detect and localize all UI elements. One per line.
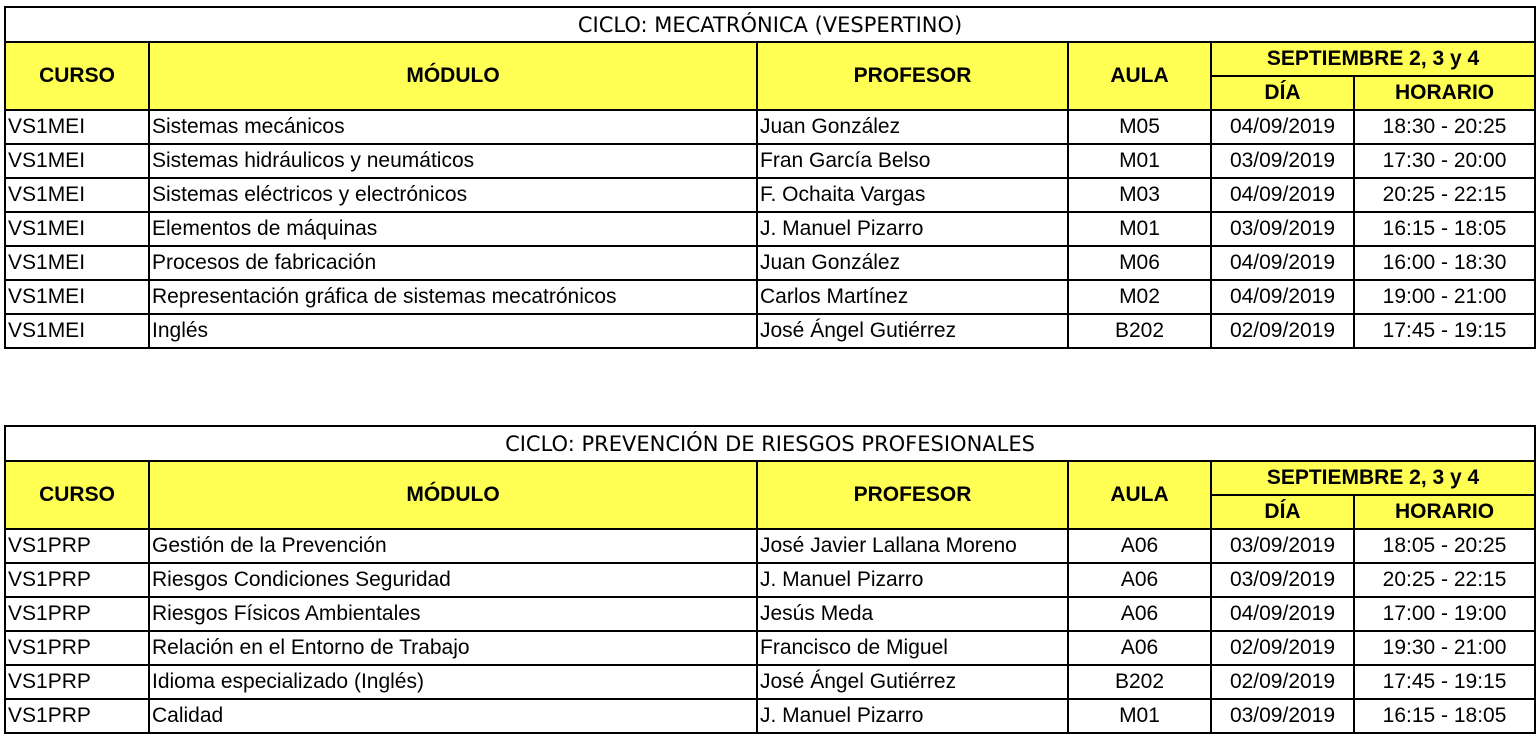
cell-dia: 03/09/2019 xyxy=(1211,563,1354,597)
cell-profesor: José Javier Lallana Moreno xyxy=(757,529,1068,563)
table-row xyxy=(5,597,1535,631)
cell-horario: 18:30 - 20:25 xyxy=(1354,110,1535,144)
header-profesor: PROFESOR xyxy=(757,461,1068,529)
table-row xyxy=(5,314,1535,348)
cell-horario: 19:30 - 21:00 xyxy=(1354,631,1535,665)
cell-horario: 16:00 - 18:30 xyxy=(1354,246,1535,280)
cell-profesor: Juan González xyxy=(757,246,1068,280)
cell-profesor: José Ángel Gutiérrez xyxy=(757,314,1068,348)
cell-modulo: Elementos de máquinas xyxy=(149,212,757,246)
cell-dia: 04/09/2019 xyxy=(1211,597,1354,631)
cell-curso: VS1MEI xyxy=(5,178,149,212)
cell-curso: VS1MEI xyxy=(5,280,149,314)
cell-profesor: Jesús Meda xyxy=(757,597,1068,631)
cell-profesor: F. Ochaita Vargas xyxy=(757,178,1068,212)
cell-curso: VS1PRP xyxy=(5,597,149,631)
cell-dia: 03/09/2019 xyxy=(1211,144,1354,178)
table-row xyxy=(5,631,1535,665)
cell-dia: 02/09/2019 xyxy=(1211,631,1354,665)
cell-modulo: Sistemas hidráulicos y neumáticos xyxy=(149,144,757,178)
cell-curso: VS1PRP xyxy=(5,563,149,597)
schedule-table-mecatronica xyxy=(4,6,1536,349)
cell-horario: 17:30 - 20:00 xyxy=(1354,144,1535,178)
cell-dia: 04/09/2019 xyxy=(1211,110,1354,144)
table-row xyxy=(5,563,1535,597)
cell-profesor: Carlos Martínez xyxy=(757,280,1068,314)
header-dia: DÍA xyxy=(1211,76,1354,110)
table-row xyxy=(5,665,1535,699)
table-row xyxy=(5,110,1535,144)
table-row xyxy=(5,178,1535,212)
header-modulo: MÓDULO xyxy=(149,461,757,529)
cell-curso: VS1PRP xyxy=(5,529,149,563)
cell-horario: 16:15 - 18:05 xyxy=(1354,699,1535,733)
cell-profesor: José Ángel Gutiérrez xyxy=(757,665,1068,699)
cell-aula: M01 xyxy=(1068,699,1211,733)
cell-aula: A06 xyxy=(1068,563,1211,597)
cell-profesor: J. Manuel Pizarro xyxy=(757,699,1068,733)
cell-dia: 02/09/2019 xyxy=(1211,314,1354,348)
header-aula: AULA xyxy=(1068,42,1211,110)
header-modulo: MÓDULO xyxy=(149,42,757,110)
cell-dia: 04/09/2019 xyxy=(1211,280,1354,314)
cell-horario: 18:05 - 20:25 xyxy=(1354,529,1535,563)
cell-aula: M01 xyxy=(1068,212,1211,246)
cell-modulo: Idioma especializado (Inglés) xyxy=(149,665,757,699)
table-row xyxy=(5,246,1535,280)
cell-profesor: J. Manuel Pizarro xyxy=(757,212,1068,246)
cell-horario: 20:25 - 22:15 xyxy=(1354,178,1535,212)
cell-dia: 02/09/2019 xyxy=(1211,665,1354,699)
cell-modulo: Sistemas eléctricos y electrónicos xyxy=(149,178,757,212)
cell-curso: VS1MEI xyxy=(5,246,149,280)
cell-profesor: Fran García Belso xyxy=(757,144,1068,178)
cell-modulo: Relación en el Entorno de Trabajo xyxy=(149,631,757,665)
table-row xyxy=(5,529,1535,563)
cell-modulo: Riesgos Físicos Ambientales xyxy=(149,597,757,631)
cell-aula: M05 xyxy=(1068,110,1211,144)
cell-curso: VS1MEI xyxy=(5,212,149,246)
cell-curso: VS1PRP xyxy=(5,631,149,665)
cell-aula: A06 xyxy=(1068,631,1211,665)
cell-aula: M03 xyxy=(1068,178,1211,212)
cell-aula: A06 xyxy=(1068,597,1211,631)
header-curso: CURSO xyxy=(5,461,149,529)
cell-modulo: Representación gráfica de sistemas mecatrónicos xyxy=(149,280,757,314)
table-title: CICLO: PREVENCIÓN DE RIESGOS PROFESIONALES xyxy=(5,426,1535,461)
cell-profesor: J. Manuel Pizarro xyxy=(757,563,1068,597)
cell-profesor: Francisco de Miguel xyxy=(757,631,1068,665)
cell-modulo: Calidad xyxy=(149,699,757,733)
cell-curso: VS1MEI xyxy=(5,144,149,178)
header-dia: DÍA xyxy=(1211,495,1354,529)
cell-dia: 03/09/2019 xyxy=(1211,699,1354,733)
cell-aula: B202 xyxy=(1068,665,1211,699)
table-row xyxy=(5,212,1535,246)
cell-curso: VS1PRP xyxy=(5,699,149,733)
cell-curso: VS1PRP xyxy=(5,665,149,699)
header-fecha: SEPTIEMBRE 2, 3 y 4 xyxy=(1211,42,1535,76)
table-row xyxy=(5,144,1535,178)
cell-modulo: Inglés xyxy=(149,314,757,348)
table-row xyxy=(5,280,1535,314)
cell-horario: 16:15 - 18:05 xyxy=(1354,212,1535,246)
cell-horario: 19:00 - 21:00 xyxy=(1354,280,1535,314)
schedule-table-prevencion xyxy=(4,425,1536,734)
cell-aula: A06 xyxy=(1068,529,1211,563)
cell-horario: 17:45 - 19:15 xyxy=(1354,314,1535,348)
cell-horario: 17:45 - 19:15 xyxy=(1354,665,1535,699)
table-row xyxy=(5,699,1535,733)
cell-horario: 20:25 - 22:15 xyxy=(1354,563,1535,597)
header-horario: HORARIO xyxy=(1354,495,1535,529)
cell-aula: B202 xyxy=(1068,314,1211,348)
cell-profesor: Juan González xyxy=(757,110,1068,144)
header-curso: CURSO xyxy=(5,42,149,110)
cell-modulo: Procesos de fabricación xyxy=(149,246,757,280)
table-title: CICLO: MECATRÓNICA (VESPERTINO) xyxy=(5,7,1535,42)
cell-dia: 03/09/2019 xyxy=(1211,212,1354,246)
header-aula: AULA xyxy=(1068,461,1211,529)
cell-curso: VS1MEI xyxy=(5,110,149,144)
cell-aula: M06 xyxy=(1068,246,1211,280)
cell-modulo: Sistemas mecánicos xyxy=(149,110,757,144)
header-horario: HORARIO xyxy=(1354,76,1535,110)
cell-dia: 04/09/2019 xyxy=(1211,178,1354,212)
cell-modulo: Gestión de la Prevención xyxy=(149,529,757,563)
cell-dia: 04/09/2019 xyxy=(1211,246,1354,280)
cell-modulo: Riesgos Condiciones Seguridad xyxy=(149,563,757,597)
cell-horario: 17:00 - 19:00 xyxy=(1354,597,1535,631)
cell-aula: M02 xyxy=(1068,280,1211,314)
cell-dia: 03/09/2019 xyxy=(1211,529,1354,563)
cell-curso: VS1MEI xyxy=(5,314,149,348)
cell-aula: M01 xyxy=(1068,144,1211,178)
header-profesor: PROFESOR xyxy=(757,42,1068,110)
header-fecha: SEPTIEMBRE 2, 3 y 4 xyxy=(1211,461,1535,495)
